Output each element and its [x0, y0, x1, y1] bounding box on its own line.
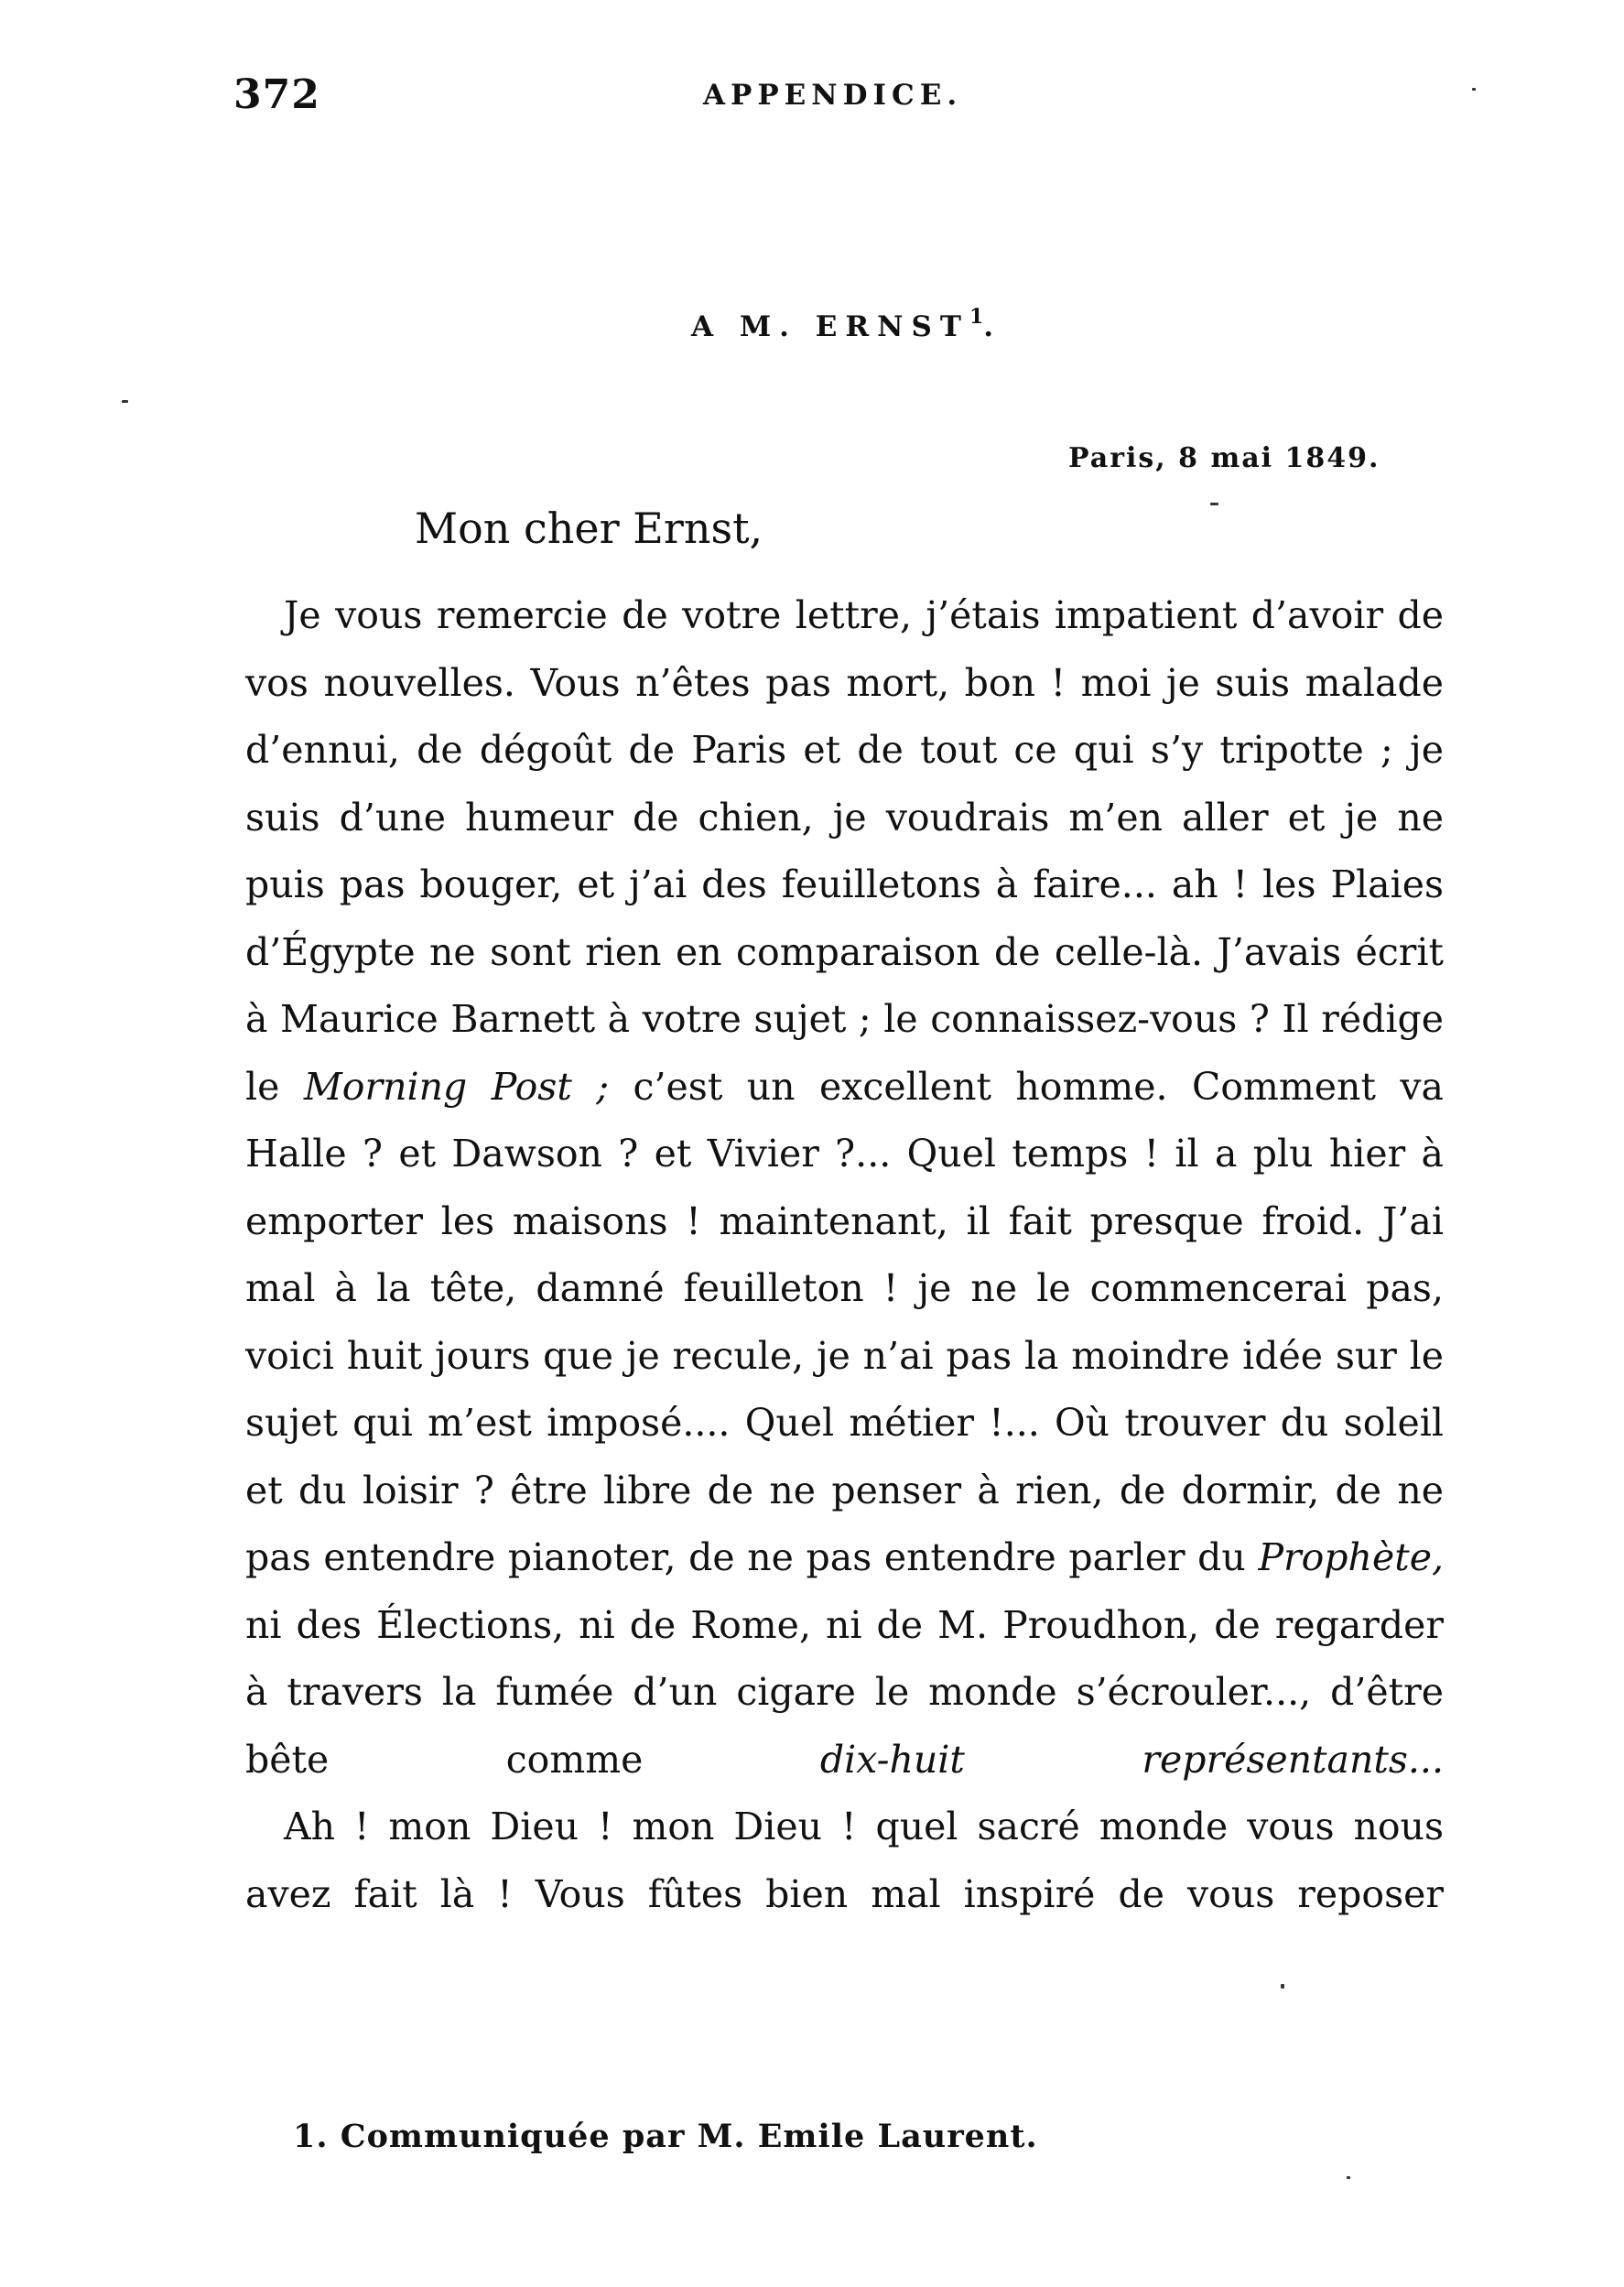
print-speck — [1472, 88, 1476, 91]
letter-heading-text: A M. ERNST — [691, 310, 969, 343]
print-speck — [122, 400, 128, 403]
paragraph-1-part-1: Je vous remercie de votre lettre, j’étais impatient d’avoir de vos nouvelles. Vous n’êtes pas mort, bon ! moi je suis malade d’ennui, de dégoût de Paris et de tout ce qui s’y tripotte ; je suis d’une humeur de chien, je voudrais m’en aller et je ne puis pas bouger, et j’ai des feuilletons à faire... ah ! les Plaies d’Égypte ne sont rien en comparaison de celle-là. J’avais écrit à Maurice Barnett à votre sujet ; le connaissez-vous ? Il rédige le — [245, 593, 1444, 1109]
letter-heading-end: . — [983, 310, 1002, 343]
paragraph-1-italic-ending: dix-huit représentants... — [819, 1737, 1444, 1782]
letter-body — [245, 582, 1444, 1928]
print-speck — [1347, 2176, 1350, 2179]
newspaper-title: Morning Post ; — [303, 1064, 610, 1109]
paragraph-1-part-2: c’est un excellent homme. Comment va Halle ? et Dawson ? et Vivier ?... Quel temps ! il a plu hier à emporter les maisons ! maintenant, il fait presque froid. J’ai mal à la tête, damné feuilleton ! je ne le commencerai pas, voici huit jours que je recule, je n’ai pas la moindre idée sur le sujet qui m’est imposé.... Quel métier !... Où trouver du soleil et du loisir ? être libre de ne penser à rien, de dormir, de ne pas entendre pianoter, de ne pas entendre parler du — [245, 1064, 1444, 1579]
print-speck — [1210, 503, 1218, 505]
paragraph-2-text: Ah ! mon Dieu ! mon Dieu ! quel sacré monde vous nous avez fait là ! Vous fûtes bien mal inspiré de vous reposer — [245, 1805, 1444, 1916]
paragraph-1 — [245, 582, 1444, 1794]
print-speck — [1281, 1984, 1284, 1989]
footnote: 1. Communiquée par M. Emile Laurent. — [293, 2118, 1038, 2155]
opera-title: Prophète, — [1258, 1535, 1444, 1579]
paragraph-2 — [245, 1794, 1444, 1928]
paragraph-1-part-3: ni des Élections, ni de Rome, ni de M. Proudhon, de regarder à travers la fumée d’un cigare le monde s’écrouler..., d’être bête comme — [245, 1602, 1444, 1782]
letter-heading — [691, 305, 1001, 343]
salutation: Mon cher Ernst, — [415, 504, 763, 553]
dateline: Paris, 8 mai 1849. — [1068, 442, 1380, 474]
page-number: 372 — [233, 71, 320, 118]
running-head: APPENDICE. — [703, 79, 963, 112]
footnote-reference: 1 — [969, 305, 984, 329]
